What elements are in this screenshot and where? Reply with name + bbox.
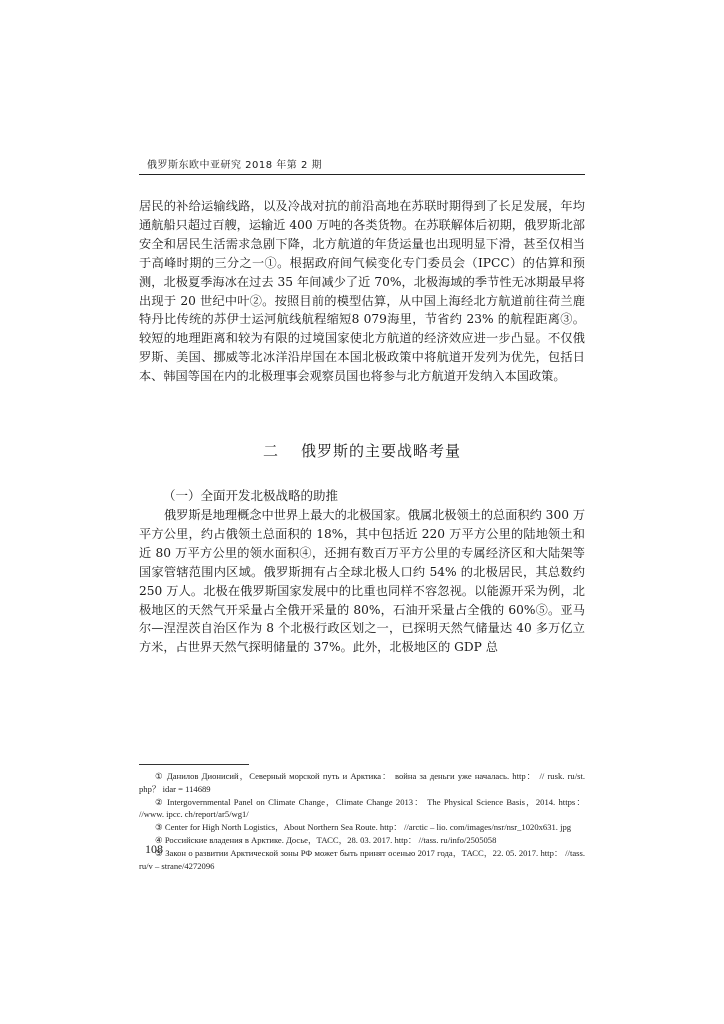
footnote-1: ① Данилов Дионисий，Северный морской путь и Арктика： война за деньги уже началась. http： // rusk. ru/st. php？ idar = 114689 [139, 771, 585, 794]
footnote-rule [139, 764, 249, 765]
running-head: 俄罗斯东欧中亚研究 2018 年第 2 期 [147, 160, 323, 171]
section-heading [0, 440, 724, 461]
page-number: 108 [145, 842, 163, 856]
footnote-5: ⑤ Закон о развитии Арктической зоны РФ может быть принят осенью 2017 года，ТАСС，22. 05. 2017. http： //tass. ru/v – strane/4272096 [139, 847, 585, 871]
section-title: 俄罗斯的主要战略考量 [301, 442, 462, 460]
footnote-3: ③ Center for High North Logistics，About Northern Sea Route. http： //arctic – lio. com/images/nsr/nsr_1020x631. jpg [155, 822, 572, 833]
footnotes [139, 770, 585, 872]
header-rule [139, 174, 585, 175]
footnote-4: ④ Российские владения в Арктике. Досье，ТАСС，28. 03. 2017. http： //tass. ru/info/2505058 [155, 834, 497, 845]
section-number: 二 [262, 442, 279, 460]
subsection-heading: （一）全面开发北极战略的助推 [163, 488, 339, 503]
body-paragraph-1: 居民的补给运输线路，以及冷战对抗的前沿高地在苏联时期得到了长足发展，年均通航船只超过百艘，运输近 400 万吨的各类货物。在苏联解体后初期，俄罗斯北部安全和居民生活需求急剧下降，北方航道的年货运量也出现明显下滑，甚至仅相当于高峰时期的三分之一①。根据政府间气候变化专门委员会（IPCC）的估算和预测，北极夏季海冰在过去 35 年间减少了近 70%，北极海域的季节性无冰期最早将出现于 20 世纪中叶②。按照目前的模型估算，从中国上海经北方航道前往荷兰鹿特丹比传统的苏伊士运河航线航程缩短8 079海里，节省约 23% 的航程距离③。较短的地理距离和较为有限的过境国家使北方航道的经济效应进一步凸显。不仅俄罗斯、美国、挪威等北冰洋沿岸国在本国北极政策中将航道开发列为优先，包括日本、韩国等国在内的北极理事会观察员国也将参与北方航道开发纳入本国政策。 [139, 199, 585, 384]
body-paragraph-2: 俄罗斯是地理概念中世界上最大的北极国家。俄属北极领土的总面积约 300 万平方公里，约占俄领土总面积的 18%，其中包括近 220 万平方公里的陆地领土和近 80 万平方公里的领水面积④，还拥有数百万平方公里的专属经济区和大陆架等国家管辖范围内区域。俄罗斯拥有占全球北极人口约 54% 的北极居民，其总数约 250 万人。北极在俄罗斯国家发展中的比重也同样不容忽视。以能源开采为例，北极地区的天然气开采量占全俄开采量的 80%，石油开采量占全俄的 60%⑤。亚马尔—涅涅茨自治区作为 8 个北极行政区划之一，已探明天然气储量达 40 多万亿立方米，占世界天然气探明储量的 37%。此外，北极地区的 GDP 总 [139, 508, 586, 655]
footnote-2: ② Intergovernmental Panel on Climate Change，Climate Change 2013： The Physical Science Basis，2014. https： //www. ipcc. ch/report/ar5/wg1/ [139, 796, 585, 820]
